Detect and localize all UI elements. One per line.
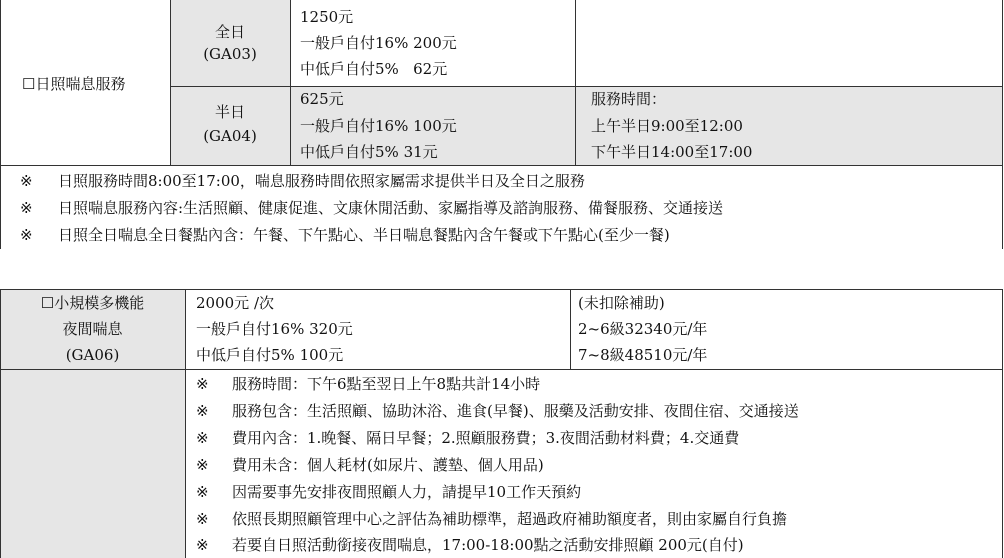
half-day-hours-afternoon: 下午半日14:00至17:00 [591, 143, 753, 161]
small-multi-note: 服務包含：生活照顧、協助沐浴、進食(早餐)、服藥及活動安排、夜間住宿、交通接送 [232, 402, 799, 420]
full-day-price: 1250元 [300, 8, 354, 26]
small-multi-note: 因需要事先安排夜間照顧人力，請提早10工作天預約 [232, 483, 582, 501]
small-multi-subtitle: 夜間喘息 [62, 320, 123, 338]
small-multi-note: 服務時間：下午6點至翌日上午8點共計14小時 [232, 375, 541, 393]
day-care-note: 日照全日喘息全日餐點內含：午餐、下午點心、半日喘息餐點內含午餐或下午點心(至少一餐) [58, 226, 670, 244]
small-multi-note-mark: ※ [196, 510, 209, 528]
small-multi-code: (GA06) [65, 346, 120, 364]
small-multi-note: 依照長期照顧管理中心之評估為補助標準，超過政府補助額度者，則由家屬自行負擔 [232, 510, 788, 528]
half-day-label: 半日 [214, 103, 245, 121]
small-multi-note-mark: ※ [196, 483, 209, 501]
small-multi-subsidy-2-6: 2~6級32340元/年 [578, 320, 708, 338]
small-multi-note: 費用內含：1.晚餐、隔日早餐；2.照顧服務費；3.夜間活動材料費；4.交通費 [232, 429, 740, 447]
small-multi-note-mark: ※ [196, 429, 209, 447]
small-multi-price: 2000元 /次 [196, 294, 274, 312]
half-day-hours-morning: 上午半日9:00至12:00 [591, 117, 743, 135]
day-care-note: 日照喘息服務內容:生活照顧、健康促進、文康休閒活動、家屬指導及諮詢服務、備餐服務、交通接送 [58, 199, 724, 217]
small-multi-note-mark: ※ [196, 402, 209, 420]
small-multi-low-income: 中低戶自付5% 100元 [196, 346, 344, 364]
small-multi-notes-shade [1, 369, 185, 558]
day-care-note: 日照服務時間8:00至17:00，喘息服務時間依照家屬需求提供半日及全日之服務 [58, 172, 585, 190]
half-day-price: 625元 [300, 90, 344, 108]
small-multi-note-mark: ※ [196, 456, 209, 474]
half-day-low-income: 中低戶自付5% 31元 [300, 143, 438, 161]
half-day-general: 一般戶自付16% 100元 [300, 117, 457, 135]
small-multi-note: 費用未含：個人耗材(如尿片、護墊、個人用品) [232, 456, 544, 474]
full-day-code: (GA03) [203, 45, 257, 63]
small-multi-note: 若要自日照活動銜接夜間喘息，17:00-18:00點之活動安排照顧 200元(自付) [232, 536, 744, 554]
full-day-label: 全日 [214, 23, 245, 41]
day-care-title: ☐日照喘息服務 [22, 75, 126, 93]
small-multi-subsidy-title: (未扣除補助) [578, 294, 665, 312]
small-multi-note-mark: ※ [196, 375, 209, 393]
small-multi-note-mark: ※ [196, 536, 209, 554]
full-day-low-income: 中低戶自付5% 62元 [300, 60, 448, 78]
small-multi-general: 一般戶自付16% 320元 [196, 320, 353, 338]
small-multi-title: ☐小規模多機能 [40, 294, 145, 312]
full-day-general: 一般戶自付16% 200元 [300, 34, 457, 52]
day-care-note-mark: ※ [20, 226, 33, 244]
day-care-note-mark: ※ [20, 199, 33, 217]
day-care-note-mark: ※ [20, 172, 33, 190]
half-day-code: (GA04) [203, 127, 257, 145]
half-day-hours-title: 服務時間： [591, 90, 667, 108]
small-multi-subsidy-7-8: 7~8級48510元/年 [578, 346, 708, 364]
